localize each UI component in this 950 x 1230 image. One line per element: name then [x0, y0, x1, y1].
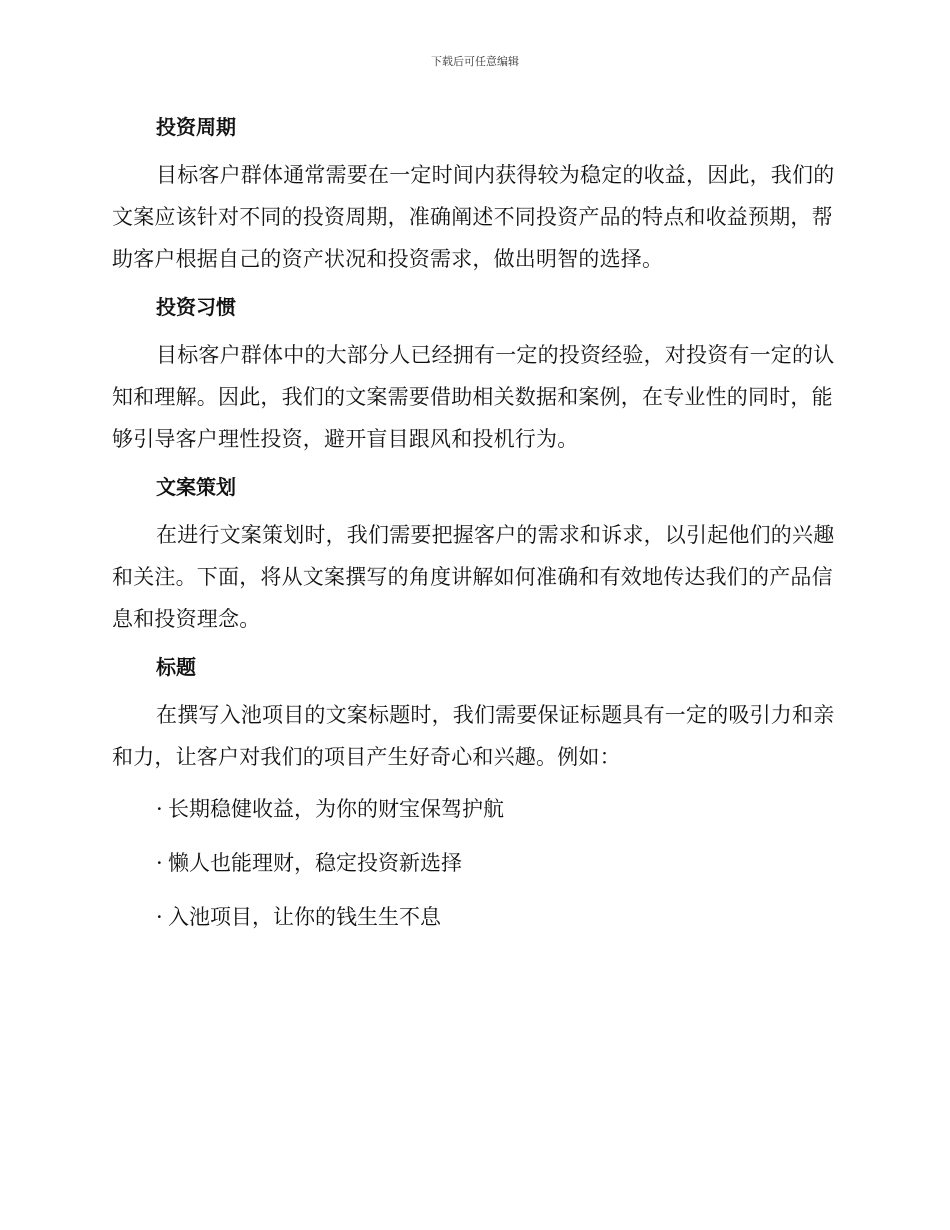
paragraph-investment-period: 目标客户群体通常需要在一定时间内获得较为稳定的收益，因此，我们的文案应该针对不同的投资周期，准确阐述不同投资产品的特点和收益预期，帮助客户根据自己的资产状况和投资需求，做出明智的选择。 [112, 163, 835, 271]
page-header: 下载后可任意编辑 [431, 55, 519, 68]
bullet-marker: · [156, 851, 163, 875]
list-item-text: 懒人也能理财，稳定投资新选择 [168, 851, 462, 875]
paragraph-copywriting-plan: 在进行文案策划时，我们需要把握客户的需求和诉求，以引起他们的兴趣和关注。下面，将从文案撰写的角度讲解如何准确和有效地传达我们的产品信息和投资理念。 [112, 523, 835, 631]
list-item-text: 入池项目，让你的钱生生不息 [168, 905, 441, 929]
paragraph-title: 在撰写入池项目的文案标题时，我们需要保证标题具有一定的吸引力和亲和力，让客户对我们的项目产生好奇心和兴趣。例如： [112, 703, 835, 769]
list-item [112, 896, 838, 938]
paragraph-investment-habits: 目标客户群体中的大部分人已经拥有一定的投资经验，对投资有一定的认知和理解。因此，我们的文案需要借助相关数据和案例，在专业性的同时，能够引导客户理性投资，避开盲目跟风和投机行为。 [112, 343, 835, 451]
list-item-text: 长期稳健收益，为你的财宝保驾护航 [168, 797, 504, 821]
section-heading-investment-period: 投资周期 [156, 115, 236, 139]
section-heading-investment-habits: 投资习惯 [156, 295, 236, 319]
bullet-marker: · [156, 797, 163, 821]
list-item [112, 842, 838, 884]
list-item [112, 788, 838, 830]
example-title-list [112, 788, 838, 938]
bullet-marker: · [156, 905, 163, 929]
section-heading-copywriting-plan: 文案策划 [156, 475, 236, 499]
section-heading-title: 标题 [156, 655, 196, 679]
document-body [112, 110, 838, 950]
